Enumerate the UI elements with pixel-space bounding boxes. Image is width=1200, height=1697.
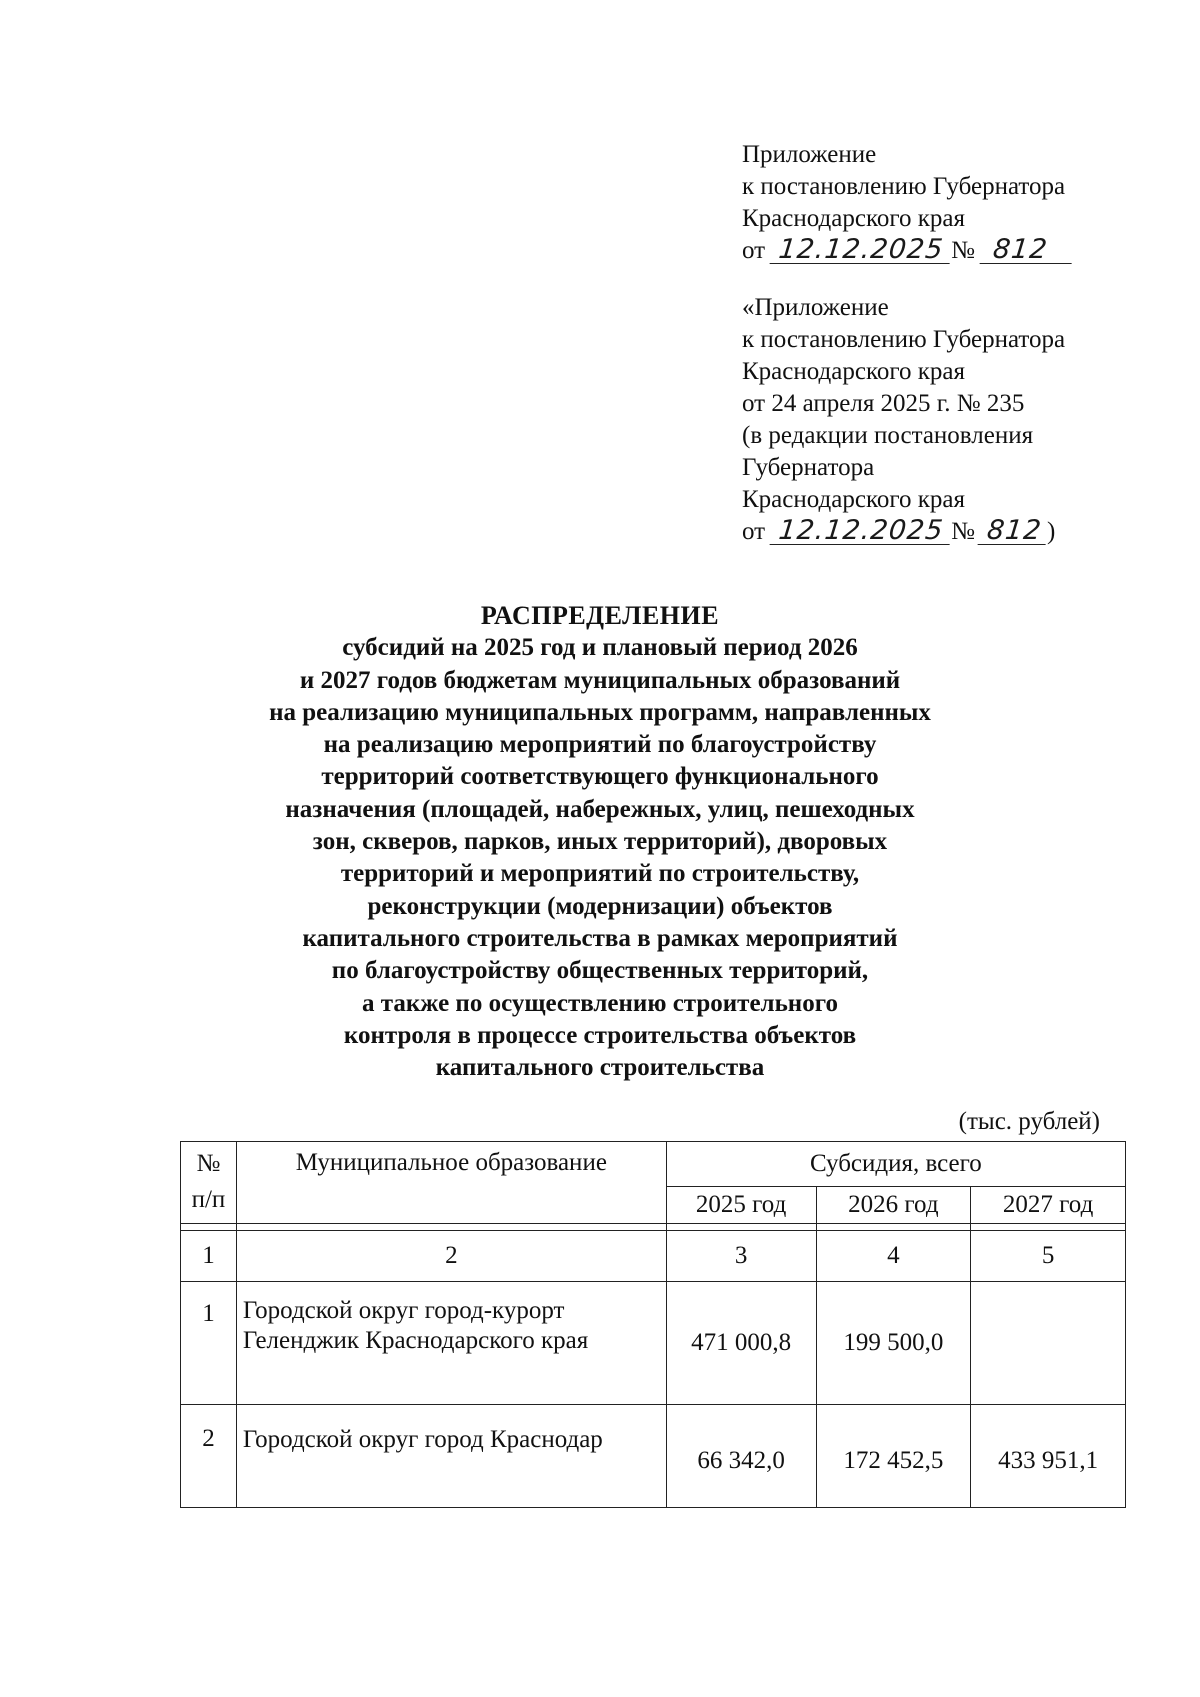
column-index: 5	[971, 1231, 1126, 1282]
column-index: 4	[816, 1231, 971, 1282]
municipality-name-line: Городской округ город-курорт	[242, 1297, 565, 1324]
column-index: 1	[181, 1231, 237, 1282]
subsidy-2026: 199 500,0	[816, 1282, 971, 1405]
header-number	[181, 1142, 237, 1224]
appendix-date-line	[742, 235, 1162, 267]
number-sign: №	[951, 518, 975, 545]
subsidy-2027: 433 951,1	[971, 1405, 1126, 1508]
spacer-cell	[181, 1224, 237, 1231]
municipality-name-line: Городской округ город Краснодар	[242, 1426, 603, 1453]
municipality-name-line: Геленджик Краснодарского края	[242, 1327, 589, 1354]
subsidy-2026: 172 452,5	[816, 1405, 971, 1508]
appendix-line: Краснодарского края	[742, 205, 965, 232]
table-row	[181, 1405, 1126, 1508]
document-title	[180, 600, 1020, 1084]
title-heading: РАСПРЕДЕЛЕНИЕ	[480, 601, 720, 630]
closing-paren: )	[1046, 518, 1056, 545]
spacer-cell	[236, 1224, 666, 1231]
handwritten-date: 12.12.2025	[770, 237, 953, 264]
date-prefix: от	[742, 518, 766, 545]
appendix-line: к постановлению Губернатора	[742, 173, 1066, 200]
column-index-row	[181, 1231, 1126, 1282]
header-subsidy-total: Субсидия, всего	[666, 1142, 1125, 1187]
subsidy-2025: 471 000,8	[666, 1282, 816, 1405]
appendix-line: Краснодарского края	[742, 358, 965, 385]
appendix-line: Краснодарского края	[742, 486, 965, 513]
appendix-line: «Приложение	[742, 294, 889, 321]
appendix-line: Приложение	[742, 141, 877, 168]
title-line: а также по осуществлению строительного	[362, 989, 838, 1017]
title-line: капитального строительства в рамках мероприятий	[302, 924, 898, 952]
title-line: назначения (площадей, набережных, улиц, пешеходных	[285, 795, 915, 823]
appendix-line: от 24 апреля 2025 г. № 235	[742, 390, 1025, 417]
column-index: 3	[666, 1231, 816, 1282]
municipality-name	[236, 1282, 666, 1405]
title-line: контроля в процессе строительства объектов	[343, 1021, 857, 1049]
appendix-line: к постановлению Губернатора	[742, 326, 1066, 353]
table-spacer	[181, 1224, 1126, 1231]
title-line: территорий соответствующего функционального	[321, 763, 879, 791]
table-header-row	[181, 1142, 1126, 1187]
handwritten-number: 812	[980, 237, 1075, 264]
appendix-header	[742, 139, 1162, 267]
spacer-cell	[971, 1224, 1126, 1231]
header-municipality: Муниципальное образование	[236, 1142, 666, 1224]
title-line: субсидий на 2025 год и плановый период 2026	[342, 634, 858, 662]
title-line: капитального строительства	[435, 1054, 765, 1082]
header-number-symbol: №	[196, 1150, 221, 1177]
title-line: зон, скверов, парков, иных территорий), дворовых	[312, 828, 888, 856]
title-line: реконструкции (модернизации) объектов	[367, 892, 833, 920]
title-line: и 2027 годов бюджетам муниципальных образований	[299, 666, 901, 694]
table-row	[181, 1282, 1126, 1405]
header-number-abbr: п/п	[191, 1186, 226, 1213]
row-number: 2	[181, 1405, 237, 1508]
subsidy-2027	[971, 1282, 1126, 1405]
spacer-cell	[666, 1224, 816, 1231]
title-line: по благоустройству общественных территорий,	[331, 957, 869, 985]
title-line: на реализацию муниципальных программ, направленных	[269, 698, 931, 726]
appendix-line: Губернатора	[742, 454, 875, 481]
number-sign: №	[951, 237, 975, 264]
subsidy-table	[180, 1141, 1126, 1508]
handwritten-number: 812	[978, 518, 1049, 545]
spacer-cell	[816, 1224, 971, 1231]
title-line: на реализацию мероприятий по благоустройству	[323, 731, 877, 759]
header-year-2027: 2027 год	[971, 1187, 1126, 1224]
subsidy-2025: 66 342,0	[666, 1405, 816, 1508]
header-year-2026: 2026 год	[816, 1187, 971, 1224]
row-number: 1	[181, 1282, 237, 1405]
column-index: 2	[236, 1231, 666, 1282]
date-prefix: от	[742, 237, 766, 264]
header-year-2025: 2025 год	[666, 1187, 816, 1224]
title-line: территорий и мероприятий по строительству,	[340, 860, 860, 888]
appendix-line: (в редакции постановления	[742, 422, 1034, 449]
municipality-name	[236, 1405, 666, 1508]
appendix-date-line	[742, 516, 1162, 548]
units-label: (тыс. рублей)	[958, 1108, 1100, 1135]
quoted-appendix-header	[742, 292, 1162, 548]
handwritten-date: 12.12.2025	[770, 518, 953, 545]
